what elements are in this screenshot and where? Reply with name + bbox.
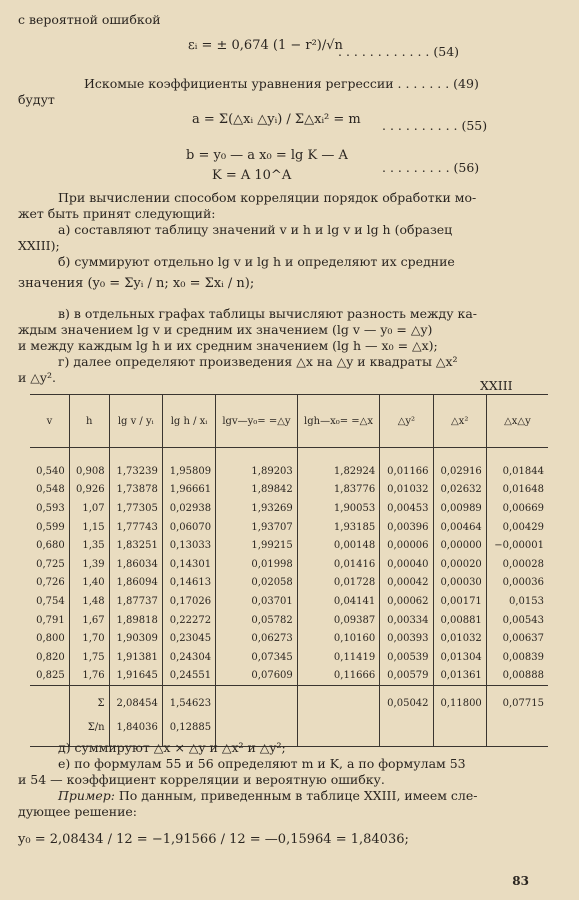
table-header-cell: △y² — [380, 395, 433, 448]
table-cell: 0,00393 — [380, 629, 433, 648]
equation-number-56: . . . . . . . . . (56) — [382, 160, 480, 175]
table-cell: 0,05042 — [380, 686, 433, 715]
table-cell: 1,35 — [69, 536, 109, 555]
table-header-cell: h — [69, 395, 109, 448]
table-cell — [216, 686, 298, 715]
table-cell: 0,00334 — [380, 611, 433, 630]
table-cell: 1,75 — [69, 648, 109, 667]
table-cell: 0,06273 — [216, 629, 298, 648]
table-cell: 0,23045 — [162, 629, 215, 648]
text-line: При вычислении способом корреляции порядок обработки мо- — [58, 190, 477, 205]
table-cell: 0,00000 — [433, 536, 486, 555]
table-cell: 0,754 — [36, 595, 65, 607]
table-cell: 0,00040 — [380, 555, 433, 574]
table-cell: 1,39 — [69, 555, 109, 574]
table-cell: 1,95809 — [162, 448, 215, 481]
table-cell: 1,89842 — [216, 481, 298, 500]
text-line: в) в отдельных графах таблицы вычисляют разность между ка- — [58, 306, 478, 321]
table-number: XXIII — [480, 378, 513, 393]
table-header-cell: v — [30, 395, 69, 448]
table-header-cell: △x△y — [486, 395, 548, 448]
text-line: XXIII); — [18, 238, 60, 253]
table-cell: 0,11419 — [297, 648, 379, 667]
table-cell: 0,926 — [69, 481, 109, 500]
final-formula: y₀ = 2,08434 / 12 = −1,91566 / 12 = —0,15964 = 1,84036; — [18, 832, 409, 847]
table-cell: 0,01032 — [433, 629, 486, 648]
table-cell: 1,89818 — [109, 611, 162, 630]
table-cell: 0,10160 — [297, 629, 379, 648]
table-cell: 1,91381 — [109, 648, 162, 667]
table-header-cell: lgv—y₀= =△y — [216, 395, 298, 448]
table-cell: 0,22272 — [162, 611, 215, 630]
table-cell: 0,00881 — [433, 611, 486, 630]
table-cell: 1,99215 — [216, 536, 298, 555]
text-line: е) по формулам 55 и 56 определяют m и K, а по формулам 53 — [58, 756, 466, 771]
text-line: г) далее определяют произведения △x на △y и квадраты △x² — [58, 354, 458, 369]
table-cell: 0,725 — [36, 558, 65, 570]
table-row — [30, 574, 548, 593]
text-line: и 54 — коэффициент корреляции и вероятную ошибку. — [18, 772, 385, 787]
table-row — [30, 499, 548, 518]
table-cell: 0,12885 — [162, 714, 215, 747]
table-row — [30, 648, 548, 667]
table-cell: 1,91645 — [109, 667, 162, 686]
table-cell: 0,02058 — [216, 574, 298, 593]
formula-56a: b = y₀ — a x₀ = lg K — A — [186, 148, 348, 163]
table-cell: 0,09387 — [297, 611, 379, 630]
table-row — [30, 448, 548, 481]
table-cell: 0,908 — [69, 448, 109, 481]
table-cell: 0,04141 — [297, 592, 379, 611]
table-cell: 0,00171 — [433, 592, 486, 611]
table-cell: 0,00148 — [297, 536, 379, 555]
table-cell: 1,90053 — [297, 499, 379, 518]
formula-56b: K = A 10^A — [212, 168, 292, 183]
table-row — [30, 592, 548, 611]
table-cell: 0,599 — [36, 521, 65, 533]
table-cell: 0,00989 — [433, 499, 486, 518]
table-cell: 0,00030 — [433, 574, 486, 593]
table-cell: 0,01728 — [297, 574, 379, 593]
table-cell: 0,00006 — [380, 536, 433, 555]
text-line: а) составляют таблицу значений v и h и lg v и lg h (образец — [58, 222, 453, 237]
table-row — [30, 667, 548, 686]
table-cell: 0,03701 — [216, 592, 298, 611]
table-cell: 0,00042 — [380, 574, 433, 593]
table-cell: 0,14301 — [162, 555, 215, 574]
table-cell: 0,00429 — [486, 518, 548, 537]
table-cell: 0,00839 — [486, 648, 548, 667]
text-line — [58, 788, 478, 803]
table-row — [30, 555, 548, 574]
table-cell: 1,82924 — [297, 448, 379, 481]
text-line: дующее решение: — [18, 804, 138, 819]
table-cell: 0,24551 — [162, 667, 215, 686]
table-cell: 0,01361 — [433, 667, 486, 686]
table-cell: 0,02916 — [433, 448, 486, 481]
formula-means: значения (y₀ = Σyᵢ / n; x₀ = Σxᵢ / n); — [18, 276, 255, 291]
table-cell: 0,791 — [36, 614, 65, 626]
table-cell: 0,00637 — [486, 629, 548, 648]
table-row — [30, 629, 548, 648]
table-cell: 1,76 — [69, 667, 109, 686]
equation-number-54: . . . . . . . . . . . . (54) — [338, 44, 460, 59]
equation-number-55: . . . . . . . . . . (55) — [382, 118, 488, 133]
table-cell: 1,07 — [69, 499, 109, 518]
table-row — [30, 611, 548, 630]
table-cell: 0,11666 — [297, 667, 379, 686]
formula-55: a = Σ(△xᵢ △yᵢ) / Σ△xᵢ² = m — [192, 112, 361, 127]
example-text: По данным, приведенным в таблице XXIII, имеем сле- — [114, 788, 478, 803]
table-cell: 1,73878 — [109, 481, 162, 500]
table-cell: 0,01648 — [486, 481, 548, 500]
table-cell — [297, 686, 379, 715]
table-cell: Σ/n — [69, 714, 109, 747]
table-cell: 0,548 — [36, 484, 65, 496]
table-cell: 0,00453 — [380, 499, 433, 518]
table-row — [30, 481, 548, 500]
table-cell: 0,593 — [36, 502, 65, 514]
example-label: Пример: — [58, 788, 115, 803]
table-cell: 0,00888 — [486, 667, 548, 686]
table-cell: 1,15 — [69, 518, 109, 537]
table-cell: 1,77305 — [109, 499, 162, 518]
table-sum-row — [30, 686, 548, 715]
table-cell: 0,00020 — [433, 555, 486, 574]
table-cell: 1,67 — [69, 611, 109, 630]
table-header-row — [30, 395, 548, 448]
table-cell: 0,00028 — [486, 555, 548, 574]
table-header-cell: lg v / yᵢ — [109, 395, 162, 448]
table-cell: 0,02632 — [433, 481, 486, 500]
table-cell: 0,726 — [36, 577, 65, 589]
table-cell: 0,0153 — [486, 592, 548, 611]
table-cell: 1,96661 — [162, 481, 215, 500]
table-cell: 0,800 — [36, 633, 65, 645]
table-cell: 0,02938 — [162, 499, 215, 518]
text-line: ждым значением lg v и средним их значением (lg v — y₀ = △y) — [18, 322, 433, 337]
text-line: будут — [18, 92, 55, 107]
table-cell: 0,06070 — [162, 518, 215, 537]
table-cell: 1,83776 — [297, 481, 379, 500]
table-cell: 1,93185 — [297, 518, 379, 537]
table-cell: 1,86034 — [109, 555, 162, 574]
table-cell: 0,680 — [36, 540, 65, 552]
table-cell: 1,73239 — [109, 448, 162, 481]
table-cell: 0,14613 — [162, 574, 215, 593]
table-cell: 0,07609 — [216, 667, 298, 686]
table-cell: 0,00539 — [380, 648, 433, 667]
table-cell: 1,86094 — [109, 574, 162, 593]
table-cell: 0,17026 — [162, 592, 215, 611]
table-cell: 0,540 — [36, 465, 65, 477]
table-header-cell: lg h / xᵢ — [162, 395, 215, 448]
table-cell: 0,00062 — [380, 592, 433, 611]
text-line: и между каждым lg h и их средним значением (lg h — x₀ = △x); — [18, 338, 438, 353]
table-header-cell: lgh—x₀= =△x — [297, 395, 379, 448]
table-cell: 0,24304 — [162, 648, 215, 667]
text-line: д) суммируют △x × △y и △x² и △y²; — [58, 740, 286, 755]
table-cell: 1,90309 — [109, 629, 162, 648]
table-cell — [486, 714, 548, 747]
table-cell: 1,77743 — [109, 518, 162, 537]
table-cell: 0,00669 — [486, 499, 548, 518]
text-line: Искомые коэффициенты уравнения регрессии . . . . . . . (49) — [84, 76, 479, 91]
table-cell: 0,00579 — [380, 667, 433, 686]
table-cell: 1,40 — [69, 574, 109, 593]
table-cell: 0,07345 — [216, 648, 298, 667]
formula-54: εᵢ = ± 0,674 (1 − r²)/√n — [188, 38, 343, 53]
correlation-table — [30, 394, 548, 747]
table-cell: 1,70 — [69, 629, 109, 648]
table-cell: 1,84036 — [109, 714, 162, 747]
table-cell: 0,05782 — [216, 611, 298, 630]
text-line: с вероятной ошибкой — [18, 12, 161, 27]
table-cell: 1,89203 — [216, 448, 298, 481]
table-cell: Σ — [69, 686, 109, 715]
table-cell: 0,13033 — [162, 536, 215, 555]
table-cell: 1,54623 — [162, 686, 215, 715]
table-header-cell: △x² — [433, 395, 486, 448]
table-cell — [297, 714, 379, 747]
table-cell: 0,11800 — [433, 686, 486, 715]
table-cell: 0,07715 — [486, 686, 548, 715]
table-cell: 0,01998 — [216, 555, 298, 574]
table-cell: 1,93269 — [216, 499, 298, 518]
table-cell: 0,01166 — [380, 448, 433, 481]
table-cell: 2,08454 — [109, 686, 162, 715]
table-cell: 0,00464 — [433, 518, 486, 537]
table-row — [30, 536, 548, 555]
table-cell: 1,93707 — [216, 518, 298, 537]
table-cell: 0,01304 — [433, 648, 486, 667]
table-cell — [380, 714, 433, 747]
table-cell: 0,01416 — [297, 555, 379, 574]
table-cell: 0,00543 — [486, 611, 548, 630]
table-cell — [433, 714, 486, 747]
table-cell: 0,820 — [36, 651, 65, 663]
table-cell: 0,825 — [36, 670, 65, 682]
table-cell: −0,00001 — [486, 536, 548, 555]
table-cell — [30, 686, 69, 715]
table-cell: 1,83251 — [109, 536, 162, 555]
table-cell: 0,00036 — [486, 574, 548, 593]
table-row — [30, 518, 548, 537]
table-cell: 0,01844 — [486, 448, 548, 481]
text-line: и △y². — [18, 370, 56, 385]
text-line: б) суммируют отдельно lg v и lg h и определяют их средние — [58, 254, 455, 269]
text-line: жет быть принят следующий: — [18, 206, 216, 221]
table-cell: 1,87737 — [109, 592, 162, 611]
table-cell: 0,01032 — [380, 481, 433, 500]
table-cell: 1,48 — [69, 592, 109, 611]
page-number: 83 — [512, 874, 529, 888]
table-cell: 0,00396 — [380, 518, 433, 537]
